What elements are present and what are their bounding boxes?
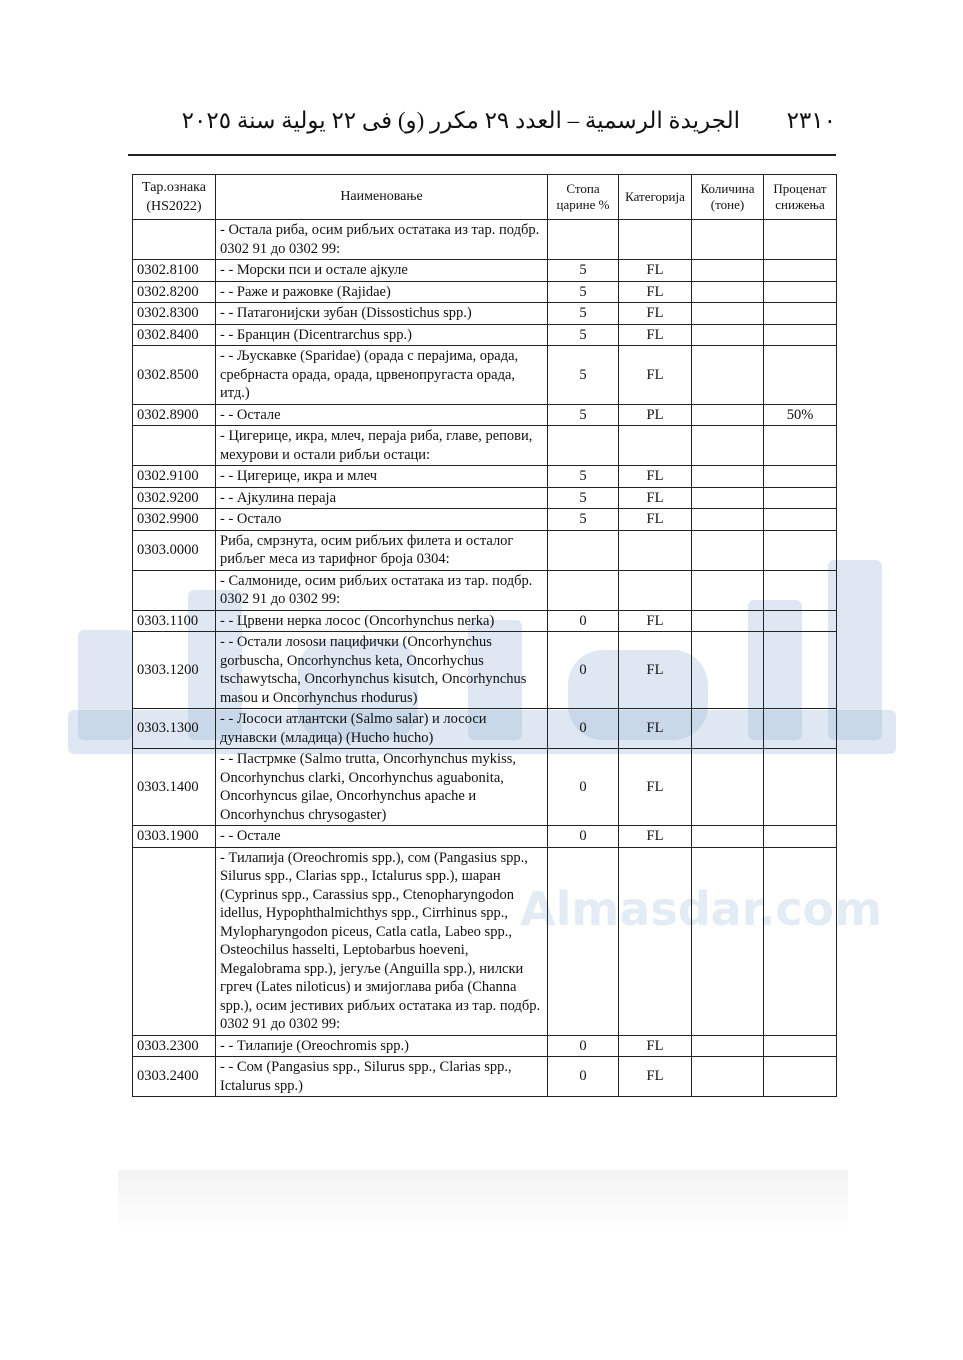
description-cell: - Цигерице, икра, млеч, пераја риба, главе, репови, мехурови и остали рибљи остаци: xyxy=(216,426,548,466)
duty-rate-cell xyxy=(548,847,619,1035)
description-cell: - - Остали лososи пацифички (Oncorhynchus gorbuscha, Oncorhynchus keta, Oncorhychus tschawytscha, Oncorhynchus kisutch, Oncorhynchus masou и Oncorhynchus rhodurus) xyxy=(216,632,548,709)
quantity-cell xyxy=(692,610,764,632)
tariff-code-cell: 0303.1900 xyxy=(133,826,216,848)
tariff-table xyxy=(132,174,837,1097)
tariff-code-cell xyxy=(133,570,216,610)
duty-rate-cell: 5 xyxy=(548,303,619,325)
description-cell: - - Остало xyxy=(216,509,548,531)
quantity-cell xyxy=(692,509,764,531)
reduction-cell xyxy=(764,1035,837,1057)
reduction-cell xyxy=(764,303,837,325)
quantity-cell xyxy=(692,324,764,346)
tariff-code-cell xyxy=(133,426,216,466)
duty-rate-cell: 5 xyxy=(548,260,619,282)
category-cell: FL xyxy=(619,1057,692,1097)
tariff-code-cell: 0302.9900 xyxy=(133,509,216,531)
description-cell: - - Морски пси и остале ајкуле xyxy=(216,260,548,282)
duty-rate-cell: 0 xyxy=(548,632,619,709)
column-header-code xyxy=(133,175,216,220)
table-row xyxy=(133,1035,837,1057)
duty-rate-cell: 0 xyxy=(548,826,619,848)
category-cell: FL xyxy=(619,709,692,749)
table-row xyxy=(133,426,837,466)
reduction-cell xyxy=(764,530,837,570)
tariff-code-cell: 0303.1200 xyxy=(133,632,216,709)
table-row xyxy=(133,632,837,709)
reduction-cell xyxy=(764,749,837,826)
duty-rate-cell xyxy=(548,570,619,610)
watermark-url: Almasdar.com xyxy=(520,882,883,936)
reduction-cell xyxy=(764,632,837,709)
table-header-row xyxy=(133,175,837,220)
category-cell xyxy=(619,426,692,466)
tariff-code-cell: 0302.8100 xyxy=(133,260,216,282)
reduction-cell xyxy=(764,426,837,466)
reduction-cell xyxy=(764,466,837,488)
column-header-name: Наименовање xyxy=(216,175,548,220)
column-header-rate-line1: Стопа xyxy=(566,181,600,196)
table-row xyxy=(133,324,837,346)
reduction-cell xyxy=(764,487,837,509)
category-cell xyxy=(619,847,692,1035)
description-cell: - - Бранцин (Dicentrarchus spp.) xyxy=(216,324,548,346)
category-cell xyxy=(619,570,692,610)
duty-rate-cell xyxy=(548,426,619,466)
category-cell: FL xyxy=(619,324,692,346)
table-row xyxy=(133,509,837,531)
description-cell: - Салмониде, осим рибљих остатака из тар. подбр. 0302 91 до 0302 99: xyxy=(216,570,548,610)
table-row xyxy=(133,466,837,488)
description-cell: - - Лососи атлантски (Salmo salar) и лососи дунавски (младица) (Hucho hucho) xyxy=(216,709,548,749)
duty-rate-cell: 0 xyxy=(548,1057,619,1097)
table-row xyxy=(133,847,837,1035)
duty-rate-cell: 5 xyxy=(548,466,619,488)
duty-rate-cell: 5 xyxy=(548,324,619,346)
column-header-rate-line2: царине % xyxy=(556,197,610,212)
tariff-code-cell: 0303.0000 xyxy=(133,530,216,570)
tariff-code-cell: 0303.2300 xyxy=(133,1035,216,1057)
description-cell: - - Остале xyxy=(216,404,548,426)
duty-rate-cell: 0 xyxy=(548,709,619,749)
category-cell: FL xyxy=(619,281,692,303)
table-row xyxy=(133,610,837,632)
quantity-cell xyxy=(692,346,764,405)
description-cell: - - Сом (Pangasius spp., Silurus spp., Clarias spp., Ictalurus spp.) xyxy=(216,1057,548,1097)
quantity-cell xyxy=(692,404,764,426)
reduction-cell xyxy=(764,281,837,303)
quantity-cell xyxy=(692,826,764,848)
reduction-cell xyxy=(764,324,837,346)
duty-rate-cell: 5 xyxy=(548,509,619,531)
category-cell: FL xyxy=(619,1035,692,1057)
tariff-code-cell: 0302.9100 xyxy=(133,466,216,488)
duty-rate-cell: 5 xyxy=(548,487,619,509)
page-number: ٢٣١٠ xyxy=(786,108,836,133)
description-cell: - - Пастрмке (Salmo trutta, Oncorhynchus mykiss, Oncorhynchus clarki, Oncorhynchus aguabonita, Oncorhyncus gilae, Oncorhynchus apache и Oncorhynchus chrysogaster) xyxy=(216,749,548,826)
table-row xyxy=(133,487,837,509)
tariff-code-cell xyxy=(133,220,216,260)
duty-rate-cell: 5 xyxy=(548,281,619,303)
description-cell: - - Патагонијски зубан (Dissostichus spp.) xyxy=(216,303,548,325)
table-row xyxy=(133,530,837,570)
column-header-code-line1: Тар.ознака xyxy=(142,180,206,195)
quantity-cell xyxy=(692,1057,764,1097)
quantity-cell xyxy=(692,426,764,466)
category-cell: FL xyxy=(619,610,692,632)
category-cell xyxy=(619,530,692,570)
reduction-cell xyxy=(764,260,837,282)
quantity-cell xyxy=(692,281,764,303)
quantity-cell xyxy=(692,570,764,610)
category-cell: FL xyxy=(619,632,692,709)
table-row xyxy=(133,749,837,826)
quantity-cell xyxy=(692,530,764,570)
duty-rate-cell: 0 xyxy=(548,749,619,826)
category-cell: FL xyxy=(619,466,692,488)
quantity-cell xyxy=(692,749,764,826)
scan-smudge xyxy=(118,1170,848,1230)
description-cell: - - Црвени нерка лосос (Oncorhynchus nerka) xyxy=(216,610,548,632)
quantity-cell xyxy=(692,487,764,509)
quantity-cell xyxy=(692,260,764,282)
tariff-code-cell: 0303.1400 xyxy=(133,749,216,826)
column-header-quantity-line2: (тоне) xyxy=(710,197,745,212)
category-cell: FL xyxy=(619,487,692,509)
description-cell: - - Љускавке (Sparidae) (орада с перајима, орада, сребрнаста орада, орада, црвенопругаста орада, итд.) xyxy=(216,346,548,405)
tariff-code-cell xyxy=(133,847,216,1035)
category-cell: FL xyxy=(619,260,692,282)
page-header xyxy=(128,104,836,144)
duty-rate-cell: 0 xyxy=(548,1035,619,1057)
description-cell: - - Цигерице, икра и млеч xyxy=(216,466,548,488)
column-header-reduction-line1: Проценат xyxy=(773,181,827,196)
quantity-cell xyxy=(692,632,764,709)
description-cell: - Тилапија (Oreochromis spp.), сом (Pangasius spp., Silurus spp., Clarias spp., Ictalurus spp.), шаран (Cyprinus spp., Carassius spp., Ctenopharyngodon idellus, Hypophthalmichthys spp., Cirrhinus spp., Mylopharyngodon piceus, Catla catla, Labeo spp., Osteochilus hasselti, Leptobarbus hoeveni, Megalobrama spp.), јегуље (Anguilla spp.), нилски гргеч (Lates niloticus) и змијоглава риба (Channa spp.), осим јестивих рибљих остатака из тар. подбр. 0302 91 до 0302 99: xyxy=(216,847,548,1035)
description-cell: - - Ајкулина пераја xyxy=(216,487,548,509)
tariff-code-cell: 0302.8500 xyxy=(133,346,216,405)
description-cell: Риба, смрзнута, осим рибљих филета и осталог рибљег меса из тарифног броја 0304: xyxy=(216,530,548,570)
table-body xyxy=(133,220,837,1097)
table-row xyxy=(133,346,837,405)
header-rule xyxy=(128,154,836,156)
table-row xyxy=(133,404,837,426)
column-header-code-line2: (HS2022) xyxy=(146,199,202,214)
table-row xyxy=(133,220,837,260)
duty-rate-cell: 5 xyxy=(548,404,619,426)
tariff-code-cell: 0302.8900 xyxy=(133,404,216,426)
category-cell: FL xyxy=(619,346,692,405)
table-row xyxy=(133,260,837,282)
column-header-rate xyxy=(548,175,619,220)
quantity-cell xyxy=(692,1035,764,1057)
table-row xyxy=(133,826,837,848)
reduction-cell xyxy=(764,709,837,749)
tariff-code-cell: 0302.8300 xyxy=(133,303,216,325)
category-cell: FL xyxy=(619,303,692,325)
column-header-quantity-line1: Количина xyxy=(700,181,755,196)
column-header-reduction xyxy=(764,175,837,220)
reduction-cell xyxy=(764,509,837,531)
quantity-cell xyxy=(692,466,764,488)
duty-rate-cell xyxy=(548,220,619,260)
reduction-cell xyxy=(764,826,837,848)
category-cell xyxy=(619,220,692,260)
category-cell: PL xyxy=(619,404,692,426)
column-header-category: Категорија xyxy=(619,175,692,220)
description-cell: - - Тилапије (Oreochromis spp.) xyxy=(216,1035,548,1057)
quantity-cell xyxy=(692,303,764,325)
reduction-cell: 50% xyxy=(764,404,837,426)
tariff-code-cell: 0303.1100 xyxy=(133,610,216,632)
table-row xyxy=(133,709,837,749)
reduction-cell xyxy=(764,220,837,260)
table-row xyxy=(133,281,837,303)
quantity-cell xyxy=(692,220,764,260)
column-header-reduction-line2: снижења xyxy=(775,197,825,212)
category-cell: FL xyxy=(619,509,692,531)
tariff-code-cell: 0302.9200 xyxy=(133,487,216,509)
tariff-code-cell: 0303.2400 xyxy=(133,1057,216,1097)
description-cell: - - Раже и ражовке (Rajidae) xyxy=(216,281,548,303)
duty-rate-cell: 0 xyxy=(548,610,619,632)
reduction-cell xyxy=(764,610,837,632)
duty-rate-cell xyxy=(548,530,619,570)
description-cell: - Остала риба, осим рибљих остатака из тар. подбр. 0302 91 до 0302 99: xyxy=(216,220,548,260)
table-row xyxy=(133,1057,837,1097)
tariff-code-cell: 0302.8200 xyxy=(133,281,216,303)
reduction-cell xyxy=(764,847,837,1035)
duty-rate-cell: 5 xyxy=(548,346,619,405)
category-cell: FL xyxy=(619,826,692,848)
reduction-cell xyxy=(764,346,837,405)
quantity-cell xyxy=(692,847,764,1035)
tariff-code-cell: 0303.1300 xyxy=(133,709,216,749)
tariff-code-cell: 0302.8400 xyxy=(133,324,216,346)
reduction-cell xyxy=(764,1057,837,1097)
gazette-title: الجريدة الرسمية – العدد ٢٩ مكرر (و) فى ٢٢ يولية سنة ٢٠٢٥ xyxy=(181,108,740,133)
table-row xyxy=(133,303,837,325)
category-cell: FL xyxy=(619,749,692,826)
table-row xyxy=(133,570,837,610)
reduction-cell xyxy=(764,570,837,610)
column-header-quantity xyxy=(692,175,764,220)
description-cell: - - Остале xyxy=(216,826,548,848)
quantity-cell xyxy=(692,709,764,749)
